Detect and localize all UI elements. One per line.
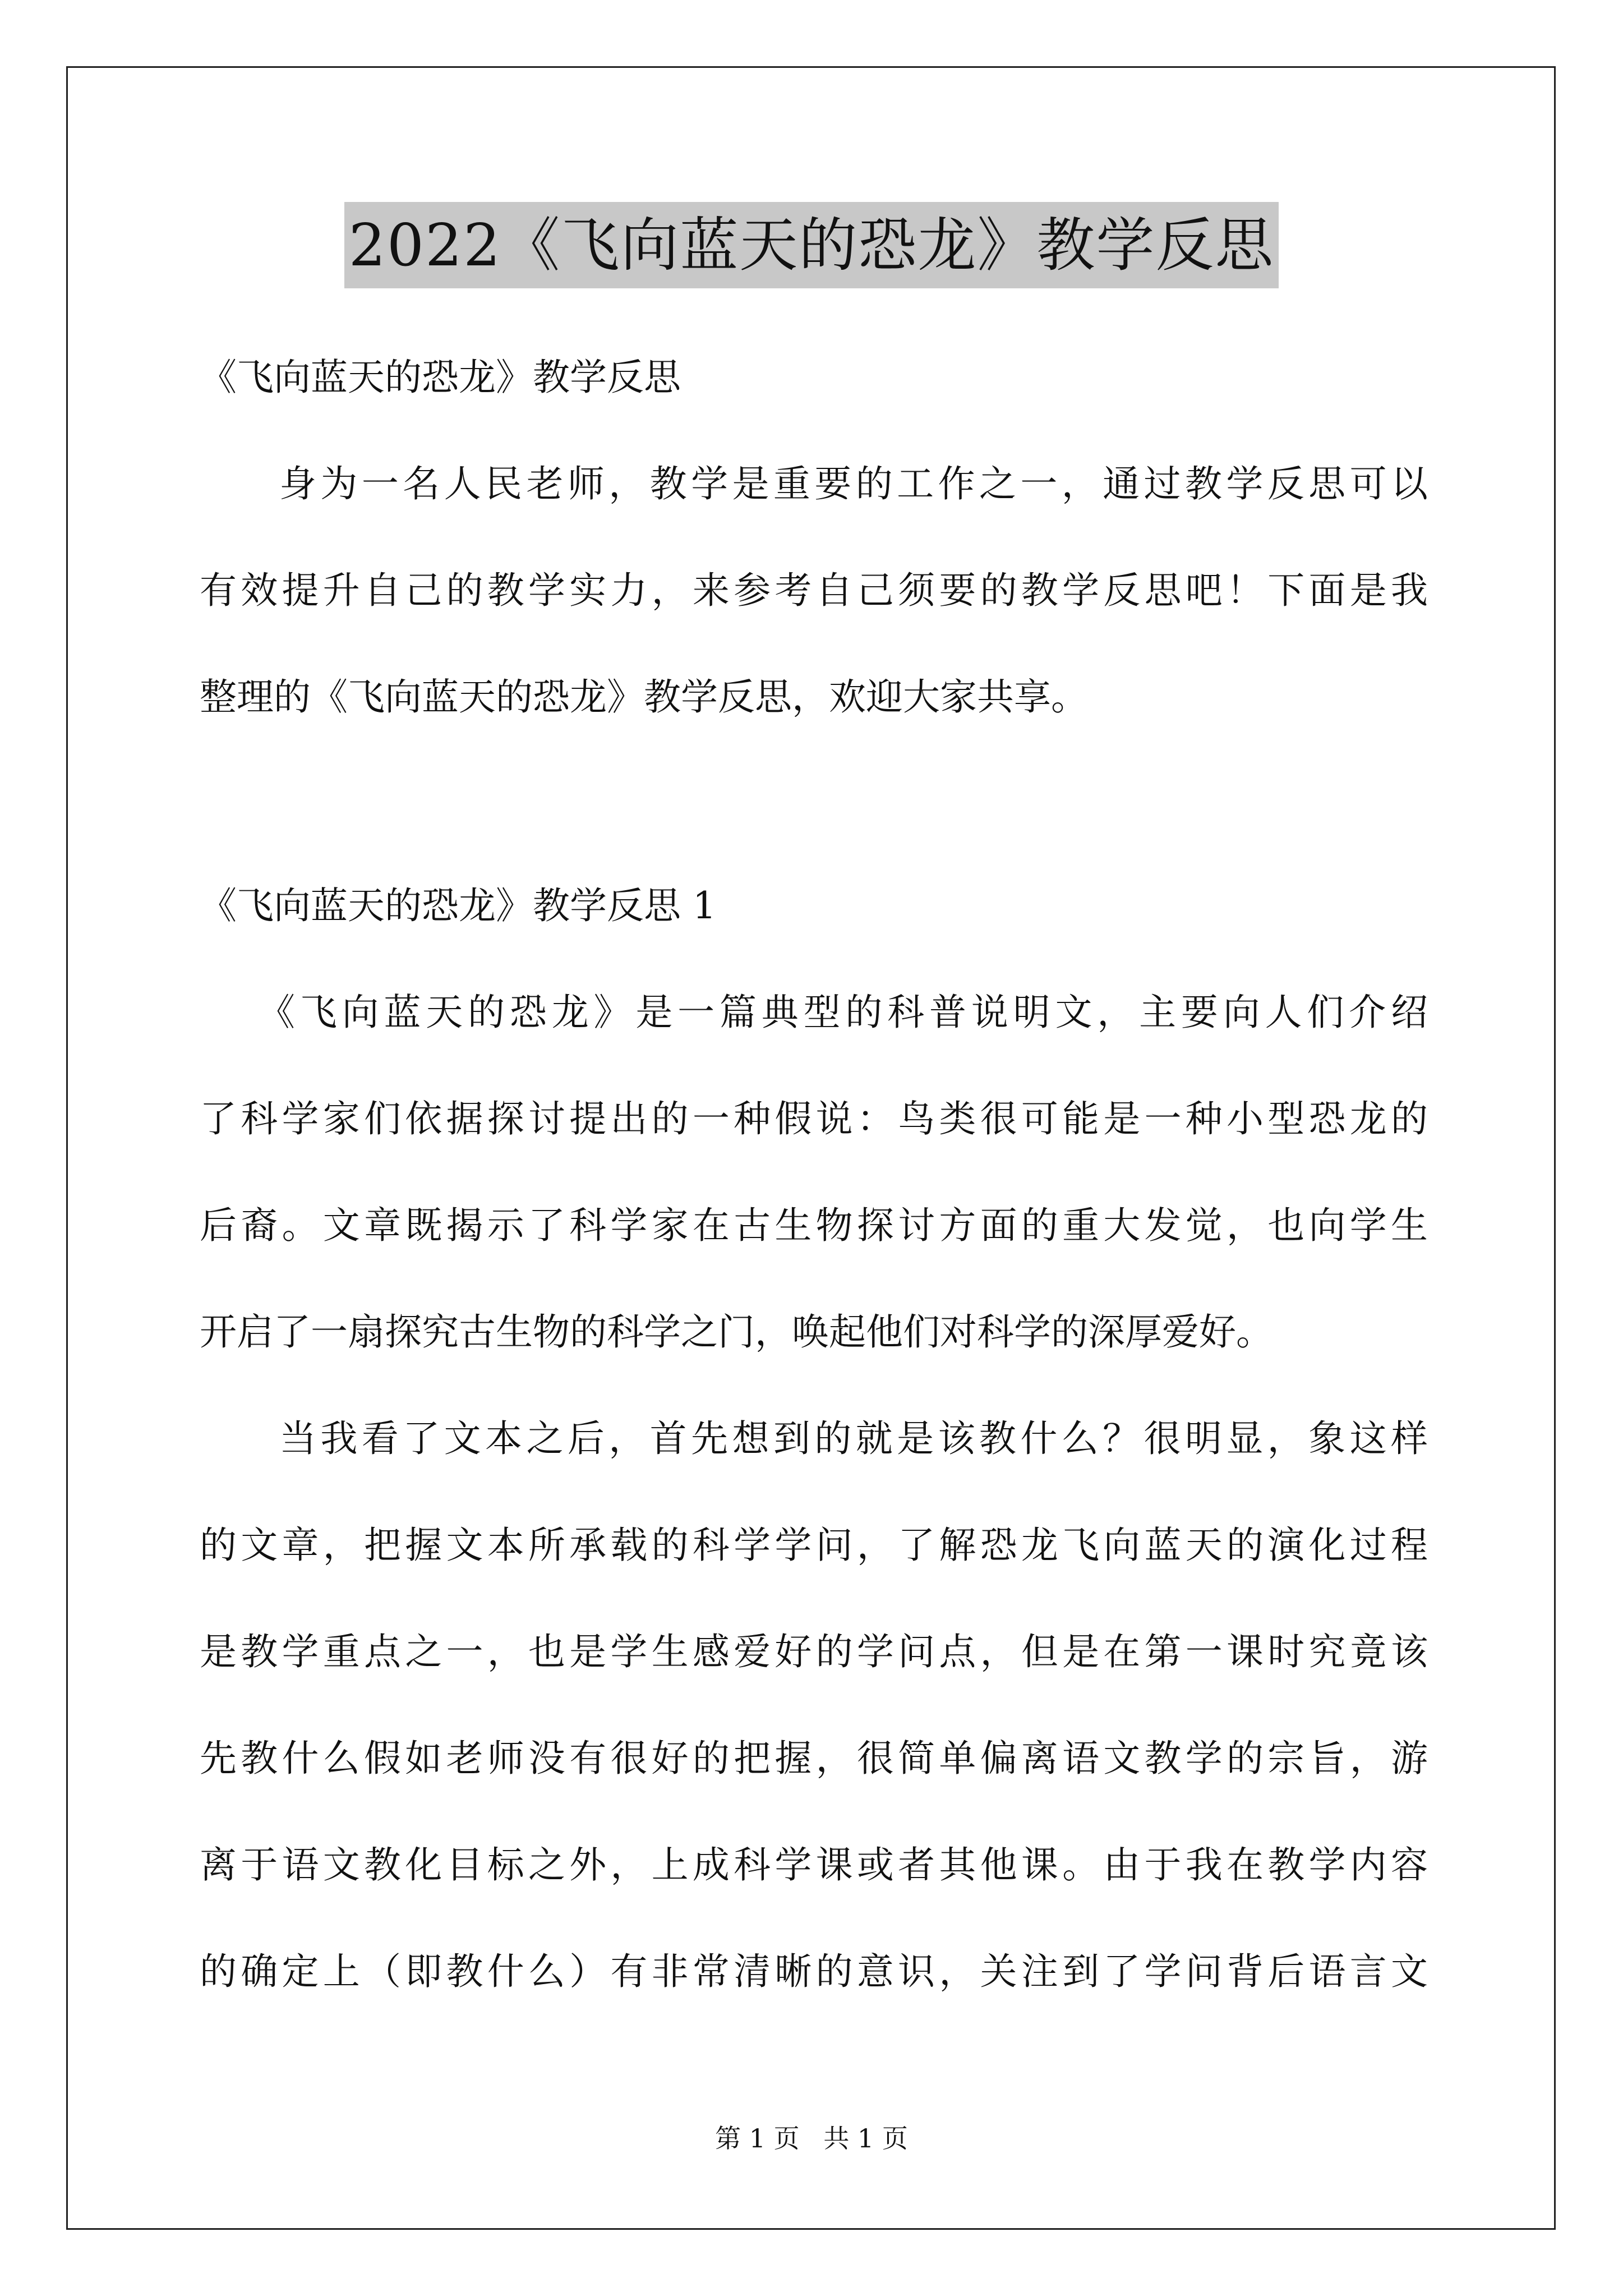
- section-heading: 《飞向蓝天的恐龙》教学反思 1: [200, 884, 716, 927]
- paragraph-line: 后裔。文章既揭示了科学家在古生物探讨方面的重大发觉，也向学生: [200, 1204, 1428, 1247]
- page-footer: [0, 2122, 1623, 2155]
- paragraph-line: 是教学重点之一，也是学生感爱好的学问点，但是在第一课时究竟该: [200, 1630, 1428, 1673]
- paragraph-line: 了科学家们依据探讨提出的一种假说：鸟类很可能是一种小型恐龙的: [200, 1097, 1428, 1140]
- paragraph-line: 离于语文教化目标之外，上成科学课或者其他课。由于我在教学内容: [200, 1843, 1428, 1887]
- title-container: [0, 202, 1623, 288]
- intro-line: 整理的《飞向蓝天的恐龙》教学反思，欢迎大家共享。: [200, 675, 1088, 719]
- paragraph-line: 的确定上（即教什么）有非常清晰的意识，关注到了学问背后语言文: [200, 1950, 1428, 1993]
- paragraph-line: 先教什么假如老师没有很好的把握，很简单偏离语文教学的宗旨，游: [200, 1737, 1428, 1780]
- page-total: 共 1 页: [823, 2123, 908, 2154]
- page-number: 第 1 页: [715, 2123, 800, 2154]
- document-title: 2022《飞向蓝天的恐龙》教学反思: [344, 202, 1279, 288]
- intro-line: 身为一名人民老师，教学是重要的工作之一，通过教学反思可以: [279, 462, 1428, 505]
- paragraph-line: 《飞向蓝天的恐龙》是一篇典型的科普说明文，主要向人们介绍: [258, 991, 1428, 1034]
- paragraph-line: 开启了一扇探究古生物的科学之门，唤起他们对科学的深厚爱好。: [200, 1310, 1273, 1354]
- intro-line: 有效提升自己的教学实力，来参考自己须要的教学反思吧！下面是我: [200, 569, 1428, 612]
- subtitle: 《飞向蓝天的恐龙》教学反思: [200, 356, 681, 399]
- paragraph-line: 的文章，把握文本所承载的科学学问，了解恐龙飞向蓝天的演化过程: [200, 1524, 1428, 1567]
- paragraph-line: 当我看了文本之后，首先想到的就是该教什么？很明显，象这样: [279, 1417, 1428, 1460]
